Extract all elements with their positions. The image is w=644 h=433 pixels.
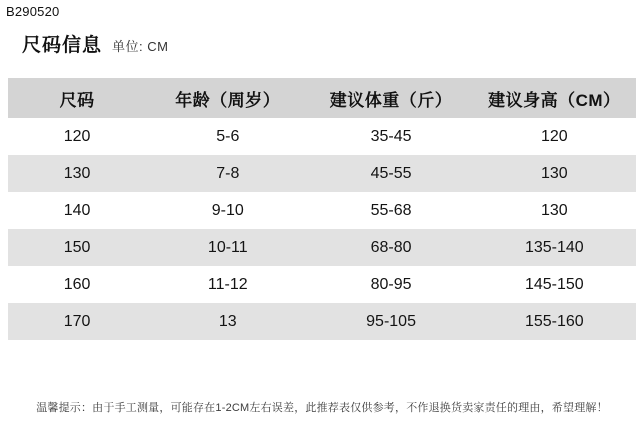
cell-height: 130 [473,155,636,192]
cell-weight: 68-80 [309,229,472,266]
table-row [8,266,636,303]
cell-age: 11-12 [146,266,309,303]
table-row [8,303,636,340]
size-table [8,78,636,340]
cell-age: 7-8 [146,155,309,192]
table-body [8,118,636,340]
cell-size: 160 [8,266,146,303]
table-row [8,155,636,192]
cell-weight: 95-105 [309,303,472,340]
cell-height: 145-150 [473,266,636,303]
table-header [8,78,636,118]
cell-weight: 45-55 [309,155,472,192]
table-row [8,229,636,266]
table-row [8,192,636,229]
page-title: 尺码信息 [22,35,103,56]
cell-weight: 35-45 [309,118,472,155]
table-header-row [8,78,636,118]
sku-code: B290520 [6,4,60,19]
cell-age: 13 [146,303,309,340]
cell-weight: 55-68 [309,192,472,229]
column-header-size: 尺码 [8,78,146,118]
cell-height: 120 [473,118,636,155]
cell-size: 170 [8,303,146,340]
cell-size: 150 [8,229,146,266]
unit-label: 单位: CM [112,39,169,54]
cell-height: 135-140 [473,229,636,266]
column-header-height: 建议身高（CM） [473,78,636,118]
footnote-text: 温馨提示：由于手工测量，可能存在1-2CM左右误差，此推荐表仅供参考，不作退换货卖家责任的理由，希望理解！ [36,402,608,414]
column-header-age: 年龄（周岁） [146,78,309,118]
cell-size: 120 [8,118,146,155]
cell-size: 130 [8,155,146,192]
cell-size: 140 [8,192,146,229]
cell-weight: 80-95 [309,266,472,303]
table-row [8,118,636,155]
cell-height: 155-160 [473,303,636,340]
column-header-weight: 建议体重（斤） [309,78,472,118]
cell-age: 5-6 [146,118,309,155]
size-table-wrapper [8,78,636,340]
cell-height: 130 [473,192,636,229]
cell-age: 9-10 [146,192,309,229]
cell-age: 10-11 [146,229,309,266]
chart-heading [22,30,168,57]
